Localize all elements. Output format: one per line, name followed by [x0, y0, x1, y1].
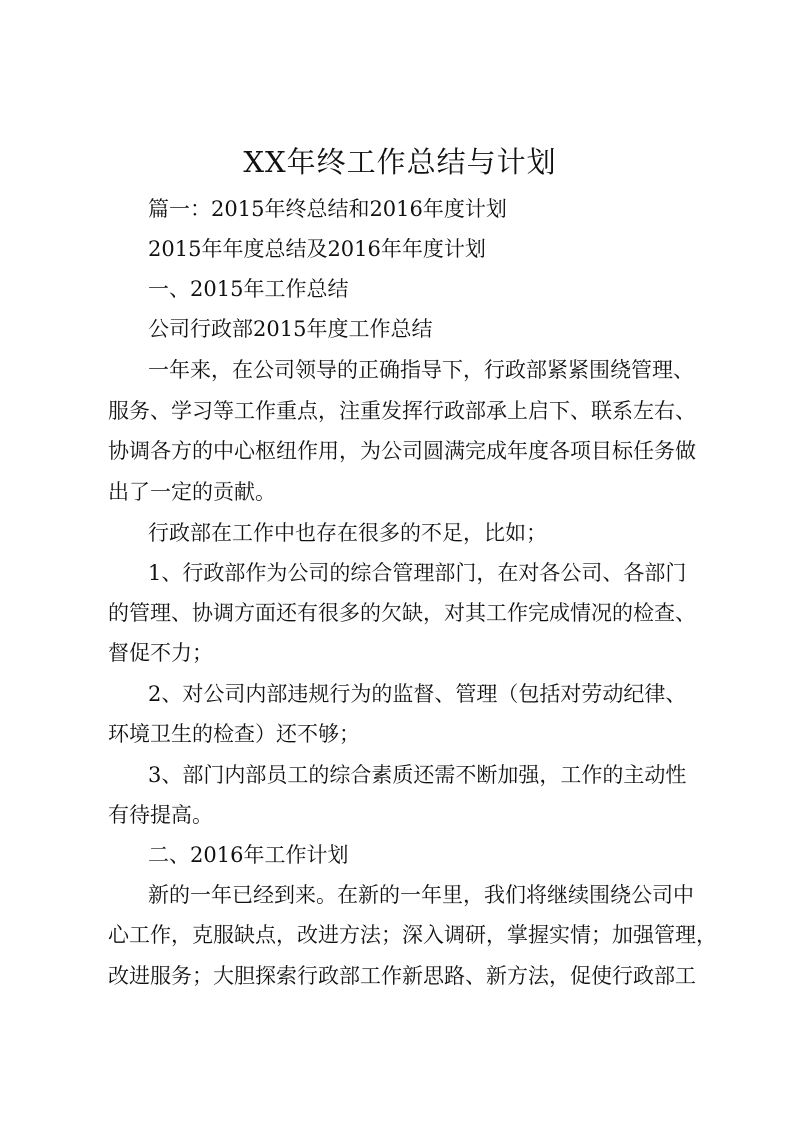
- text-line: 心工作，克服缺点，改进方法；深入调研，掌握实情；加强管理，: [108, 923, 717, 947]
- text-line: 二、2016年工作计划: [148, 843, 349, 867]
- text-line: 2、对公司内部违规行为的监督、管理（包括对劳动纪律、: [148, 682, 687, 706]
- text-line: 协调各方的中心枢纽作用，为公司圆满完成年度各项目标任务做: [108, 439, 696, 463]
- text-line: 有待提高。: [108, 803, 213, 827]
- text-line: 1、行政部作为公司的综合管理部门，在对各公司、各部门: [148, 561, 687, 585]
- text-line: 一年来，在公司领导的正确指导下，行政部紧紧围绕管理、: [148, 358, 694, 382]
- text-line: 服务、学习等工作重点，注重发挥行政部承上启下、联系左右、: [108, 399, 696, 423]
- text-line: 改进服务；大胆探索行政部工作新思路、新方法，促使行政部工: [108, 964, 696, 988]
- text-line: 3、部门内部员工的综合素质还需不断加强，工作的主动性: [148, 763, 687, 787]
- text-line: 新的一年已经到来。在新的一年里，我们将继续围绕公司中: [148, 883, 694, 907]
- document-title: XX年终工作总结与计划: [243, 145, 557, 179]
- text-line: 行政部在工作中也存在很多的不足，比如；: [148, 521, 547, 545]
- text-line: 公司行政部2015年度工作总结: [148, 317, 433, 341]
- text-line: 2015年年度总结及2016年年度计划: [148, 237, 486, 261]
- text-line: 督促不力；: [108, 641, 213, 665]
- text-line: 一、2015年工作总结: [148, 277, 349, 301]
- text-line: 出了一定的贡献。: [108, 480, 276, 504]
- text-line: 的管理、协调方面还有很多的欠缺，对其工作完成情况的检查、: [108, 601, 696, 625]
- text-line: 环境卫生的检查）还不够；: [108, 722, 360, 746]
- text-line: 篇一：2015年终总结和2016年度计划: [148, 197, 507, 221]
